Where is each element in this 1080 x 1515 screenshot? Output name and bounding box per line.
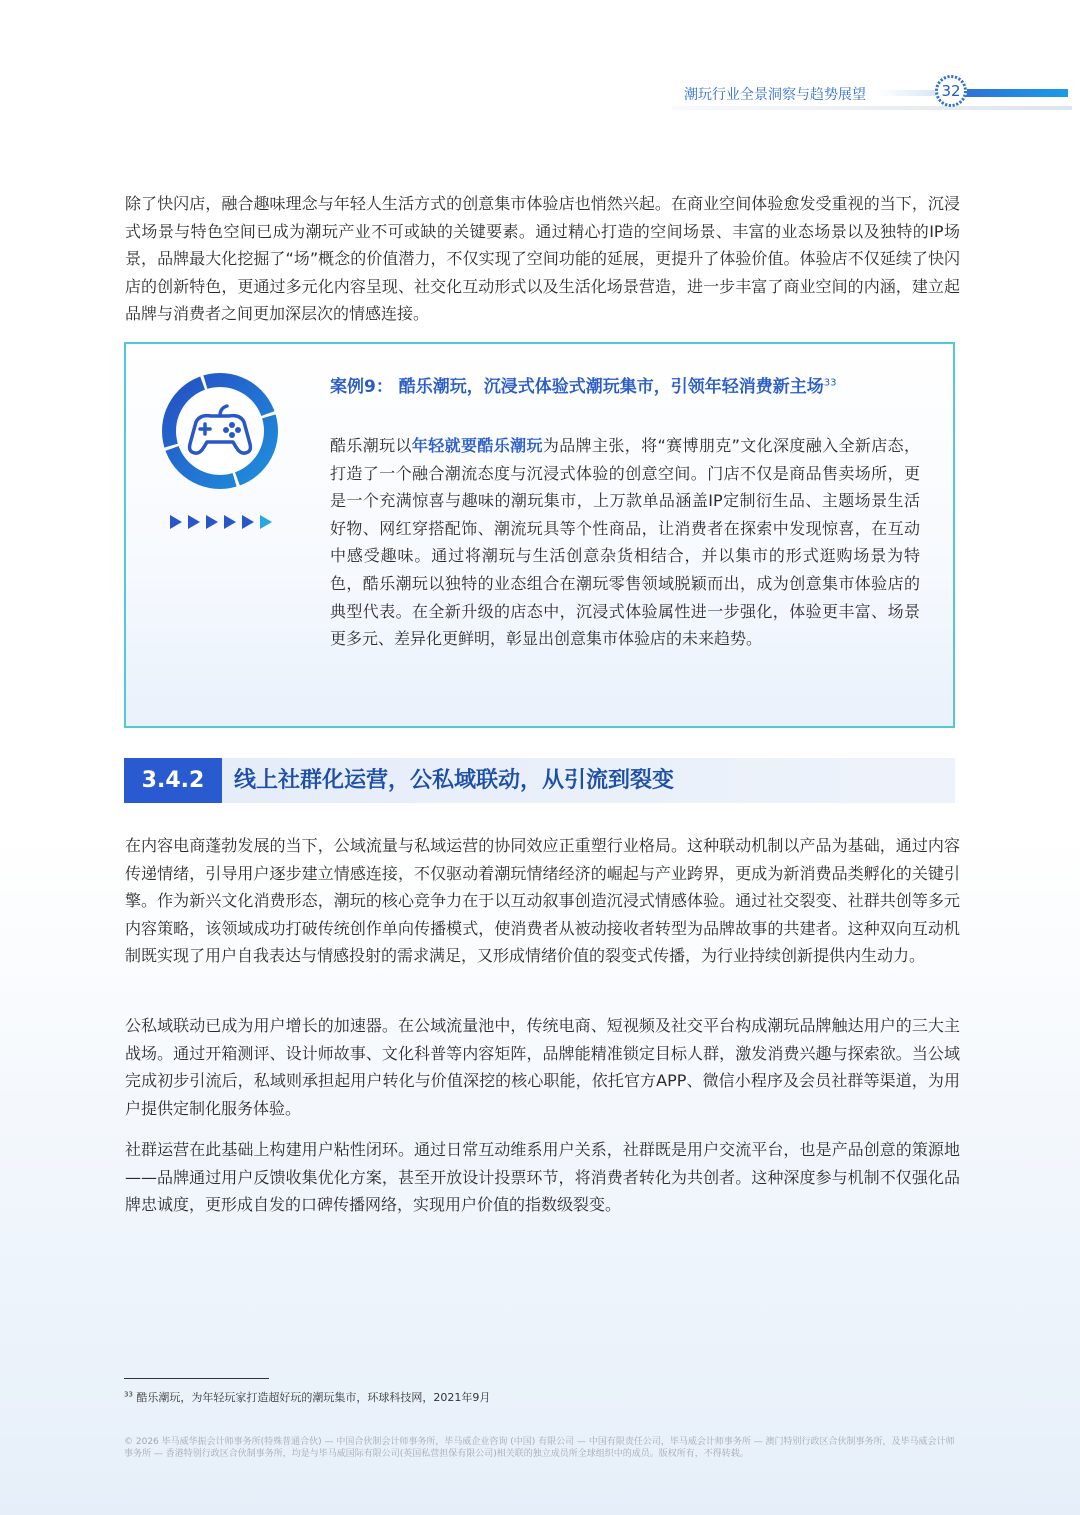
- header-title: 潮玩行业全景洞察与趋势展望: [684, 87, 866, 103]
- case-study-box: [124, 342, 955, 728]
- page-header: [672, 78, 1072, 108]
- footnote-divider: [124, 1378, 269, 1379]
- body-paragraph: 公私域联动已成为用户增长的加速器。在公域流量池中，传统电商、短视频及社交平台构成潮玩品牌触达用户的三大主战场。通过开箱测评、设计师故事、文化科普等内容矩阵，品牌能精准锁定目标人群，激发消费兴趣与探索欲。当公域完成初步引流后，私域则承担起用户转化与价值深挖的核心职能，依托官方APP、微信小程序及会员社群等渠道，为用户提供定制化服务体验。: [125, 1016, 960, 1118]
- arrow-icon: [260, 515, 272, 529]
- header-underline: [672, 106, 1072, 110]
- section-heading: [124, 758, 955, 803]
- header-accent-bar: [964, 89, 1068, 97]
- body-paragraph: 社群运营在此基础上构建用户粘性闭环。通过日常互动维系用户关系，社群既是用户交流平台，也是产品创意的策源地——品牌通过用户反馈收集优化方案，甚至开放设计投票环节，将消费者转化为共创者。这种深度参与机制不仅强化品牌忠诚度，更形成自发的口碑传播网络，实现用户价值的指数级裂变。: [125, 1140, 960, 1215]
- arrow-icon: [224, 515, 236, 529]
- case-title: [330, 372, 836, 397]
- section-number: 3.4.2: [124, 758, 222, 803]
- footnote-ref: 33: [124, 1390, 133, 1399]
- body-paragraph: 在内容电商蓬勃发展的当下，公域流量与私域运营的协同效应正重塑行业格局。这种联动机制以产品为基础，通过内容传递情绪，引导用户逐步建立情感连接，不仅驱动着潮玩情绪经济的崛起与产业跨界，更成为新消费品类孵化的关键引擎。作为新兴文化消费形态，潮玩的核心竞争力在于以互动叙事创造沉浸式情感体验。通过社交裂变、社群共创等多元内容策略，该领域成功打破传统创作单向传播模式，使消费者从被动接收者转型为品牌故事的共建者。这种双向互动机制既实现了用户自我表达与情感投射的需求满足，又形成情绪价值的裂变式传播，为行业持续创新提供内生动力。: [125, 836, 960, 966]
- case-body: [330, 432, 920, 653]
- case-text-highlight: 年轻就要酷乐潮玩: [411, 436, 543, 455]
- case-text-rest: 为品牌主张，将“赛博朋克”文化深度融入全新店态，打造了一个融合潮流态度与沉浸式体验的创意空间。门店不仅是商品售卖场所，更是一个充满惊喜与趣味的潮玩集市，上万款单品涵盖IP定制衍生品、主题场景生活好物、网红穿搭配饰、潮流玩具等个性商品，让消费者在探索中发现惊喜，在互动中感受趣味。通过将潮玩与生活创意杂货相结合，并以集市的形式逛购场景为特色，酷乐潮玩以独特的业态组合在潮玩零售领域脱颖而出，成为创意集市体验店的典型代表。在全新升级的店态中，沉浸式体验属性进一步强化，体验更丰富、场景更多元、差异化更鲜明，彰显出创意集市体验店的未来趋势。: [330, 436, 920, 649]
- intro-paragraph: 除了快闪店，融合趣味理念与年轻人生活方式的创意集市体验店也悄然兴起。在商业空间体验愈发受重视的当下，沉浸式场景与特色空间已成为潮玩产业不可或缺的关键要素。通过精心打造的空间场景、丰富的业态场景以及独特的IP场景，品牌最大化挖掘了“场”概念的价值潜力，不仅实现了空间功能的延展，更提升了体验价值。体验店不仅延续了快闪店的创新特色，更通过多元化内容呈现、社交化互动形式以及生活化场景营造，进一步丰富了商业空间的内涵，建立起品牌与消费者之间更加深层次的情感连接。: [125, 194, 960, 324]
- gamepad-icon: [161, 372, 279, 490]
- case-text-prefix: 酷乐潮玩以: [330, 436, 412, 455]
- legal-notice: © 2026 毕马威华振会计师事务所(特殊普通合伙) — 中国合伙制会计师事务所，毕马威企业咨询 (中国) 有限公司 — 中国有限责任公司，毕马威会计师事务所 — 澳门特别行政区合伙制事务所，及毕马威会计师事务所 — 香港特别行政区合伙制事务所，均是与毕马威国际有限公司(英国私营担保有限公司)相关联的独立成员所全球组织中的成员。版权所有，不得转载。: [124, 1437, 955, 1459]
- footnote-text: 酷乐潮玩，为年轻玩家打造超好玩的潮玩集市，环球科技网，2021年9月: [132, 1391, 491, 1404]
- arrow-icon: [188, 515, 200, 529]
- page-number: 32: [941, 82, 961, 100]
- arrow-icon: [206, 515, 218, 529]
- arrow-icon: [242, 515, 254, 529]
- arrow-icon: [170, 515, 182, 529]
- case-title-text: 案例9： 酷乐潮玩，沉浸式体验式潮玩集市，引领年轻消费新主场: [330, 377, 824, 397]
- decorative-arrows: [170, 514, 278, 532]
- footnote: [124, 1389, 490, 1405]
- header-gradient-bar: [877, 90, 937, 96]
- section-title: 线上社群化运营，公私域联动，从引流到裂变: [234, 768, 675, 793]
- case-title-ref: 33: [823, 377, 837, 389]
